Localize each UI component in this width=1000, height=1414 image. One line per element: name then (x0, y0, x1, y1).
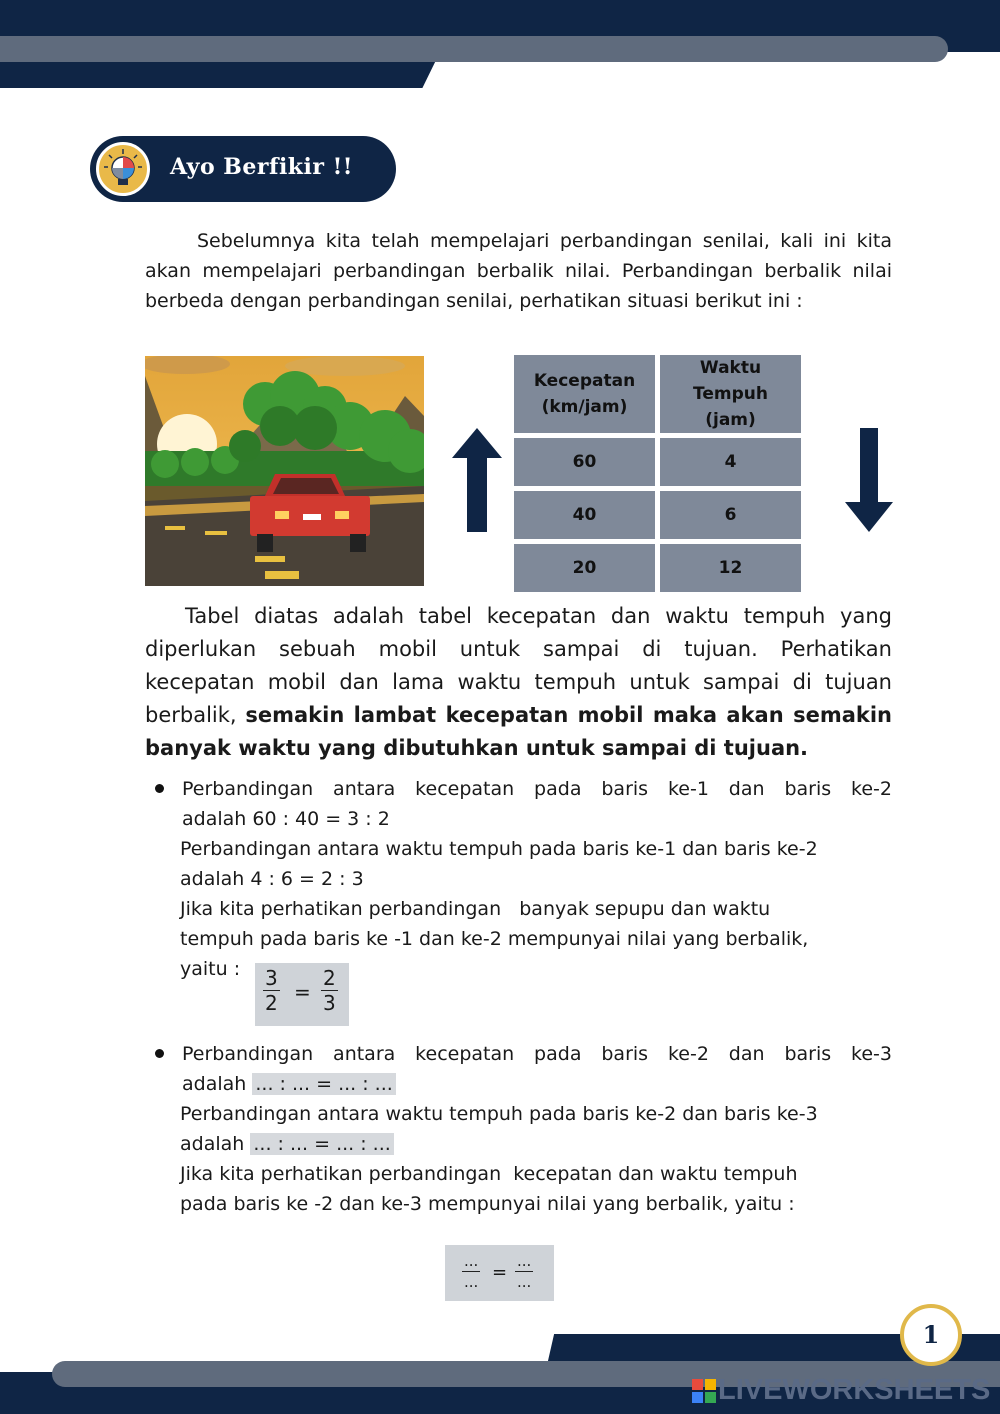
bullet1-line4: adalah 4 : 6 = 2 : 3 (180, 868, 364, 890)
section-title: Ayo Berfikir !! (170, 154, 353, 180)
page-number: 1 (900, 1304, 962, 1366)
cell-time: 12 (660, 544, 801, 592)
bullet1-line3: Perbandingan antara waktu tempuh pada baris ke-1 dan baris ke-2 (180, 838, 818, 860)
cell-time: 4 (660, 438, 801, 486)
table-header-row (514, 355, 801, 433)
header-speed: Kecepatan (km/jam) (514, 355, 655, 433)
bullet1-line6: tempuh pada baris ke -1 dan ke-2 mempunyai nilai yang berbalik, (180, 928, 809, 950)
bullet2-line3: Perbandingan antara waktu tempuh pada baris ke-2 dan baris ke-3 (180, 1103, 818, 1125)
answer-blank-speed[interactable]: ... : ... = ... : ... (252, 1073, 395, 1095)
speed-time-table (509, 350, 806, 597)
equals-sign: = (492, 1262, 508, 1283)
cell-speed: 20 (514, 544, 655, 592)
table-row (514, 438, 801, 486)
bullet-dot (155, 1049, 164, 1058)
answer-fraction-left[interactable]: ... ... (464, 1252, 479, 1291)
cell-speed: 60 (514, 438, 655, 486)
cell-time: 6 (660, 491, 801, 539)
table-row (514, 491, 801, 539)
header-gray-stripe (0, 36, 948, 62)
cell-speed: 40 (514, 491, 655, 539)
fraction-left: $\frac{3}{2}$ (265, 966, 278, 1015)
equals-sign: = (294, 980, 311, 1004)
car-road-illustration (145, 356, 424, 586)
bullet2-line4: adalah ... : ... = ... : ... (180, 1129, 394, 1159)
explanation-bold-text: semakin lambat kecepatan mobil maka akan semakin banyak waktu yang dibutuhkan untuk sampai di tujuan. (145, 703, 892, 760)
arrow-up-icon (452, 428, 502, 532)
bullet1-line2: adalah 60 : 40 = 3 : 2 (182, 808, 390, 830)
liveworksheets-logo[interactable] (692, 1374, 992, 1406)
bullet2-line2: adalah ... : ... = ... : ... (182, 1069, 396, 1099)
intro-text: Sebelumnya kita telah mempelajari perbandingan senilai, kali ini kita akan mempelajari perbandingan berbalik nilai. Perbandingan berbalik nilai berbeda dengan perbandingan senilai, perhatikan situasi berikut ini : (145, 230, 892, 312)
explanation-paragraph (145, 600, 892, 765)
arrow-down-icon (845, 428, 893, 532)
answer-blank-time[interactable]: ... : ... = ... : ... (250, 1133, 393, 1155)
bullet1-line5: Jika kita perhatikan perbandingan banyak sepupu dan waktu (180, 898, 771, 920)
logo-grid-icon (692, 1379, 716, 1403)
logo-text: LIVEWORKSHEETS (718, 1374, 991, 1406)
answer-fraction-right[interactable]: ... ... (517, 1252, 532, 1291)
bullet-dot (155, 784, 164, 793)
bullet2-line1: Perbandingan antara kecepatan pada baris ke-2 dan baris ke-3 (182, 1043, 892, 1065)
bullet1-line7: yaitu : (180, 958, 241, 980)
intro-paragraph (145, 226, 892, 316)
fraction-right: $\frac{2}{3}$ (323, 966, 336, 1015)
bullet1-line1: Perbandingan antara kecepatan pada baris ke-1 dan baris ke-2 (182, 778, 892, 800)
header-time: Waktu Tempuh (jam) (660, 355, 801, 433)
explanation-text: Tabel diatas adalah tabel kecepatan dan waktu tempuh yang diperlukan sebuah mobil untuk sampai di tujuan. Perhatikan kecepatan mobil dan lama waktu tempuh untuk sampai di tujuan berbalik, (145, 604, 892, 727)
bullet2-line6: pada baris ke -2 dan ke-3 mempunyai nilai yang berbalik, yaitu : (180, 1193, 795, 1215)
table-row (514, 544, 801, 592)
bullet2-line5: Jika kita perhatikan perbandingan kecepatan dan waktu tempuh (180, 1163, 798, 1185)
lightbulb-puzzle-icon (96, 142, 150, 196)
